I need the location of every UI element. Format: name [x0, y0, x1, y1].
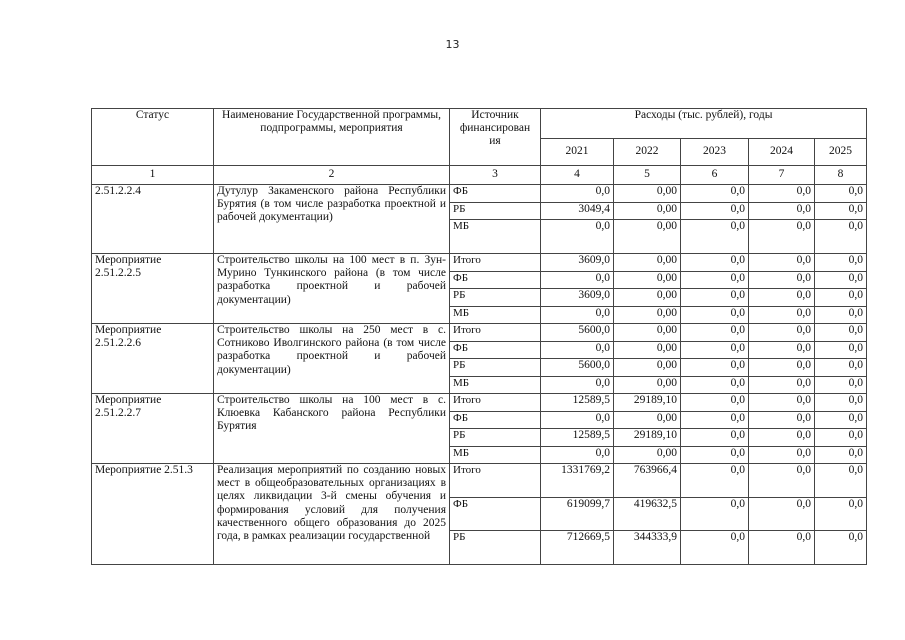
amount-cell: 0,0 — [681, 394, 749, 412]
funding-source-cell: Итого — [450, 324, 541, 342]
amount-cell: 29189,10 — [614, 429, 681, 447]
activity-name-cell: Строительство школы на 250 мест в с. Сотниково Иволгинского района (в том числе разработка проектной и рабочей документации) — [214, 324, 450, 394]
amount-cell: 0,00 — [614, 359, 681, 377]
activity-name-cell: Реализация мероприятий по созданию новых мест в общеобразовательных организациях в целях ликвидации 3-й смены обучения и формирования условий для получения качественного общего образования до 2025 года, в рамках реализации государственной — [214, 464, 450, 565]
table-row — [92, 394, 867, 412]
funding-source-cell: РБ — [450, 202, 541, 220]
amount-cell: 1331769,2 — [541, 464, 614, 498]
header-year: 2023 — [681, 139, 749, 166]
amount-cell: 0,0 — [681, 254, 749, 272]
amount-cell: 0,00 — [614, 271, 681, 289]
amount-cell: 0,0 — [749, 185, 815, 203]
amount-cell: 0,0 — [815, 376, 867, 394]
amount-cell: 0,0 — [541, 341, 614, 359]
amount-cell: 0,0 — [815, 271, 867, 289]
header-year: 2025 — [815, 139, 867, 166]
col-number: 7 — [749, 166, 815, 185]
col-number: 5 — [614, 166, 681, 185]
amount-cell: 0,0 — [815, 220, 867, 254]
funding-source-cell: РБ — [450, 289, 541, 307]
amount-cell: 0,0 — [749, 271, 815, 289]
amount-cell: 0,00 — [614, 376, 681, 394]
amount-cell: 344333,9 — [614, 531, 681, 565]
header-status: Статус — [92, 109, 214, 166]
amount-cell: 5600,0 — [541, 324, 614, 342]
funding-source-cell: ФБ — [450, 341, 541, 359]
funding-source-cell: МБ — [450, 376, 541, 394]
amount-cell: 0,0 — [815, 185, 867, 203]
table-row — [92, 185, 867, 203]
amount-cell: 0,0 — [749, 306, 815, 324]
header-expenses: Расходы (тыс. рублей), годы — [541, 109, 867, 139]
amount-cell: 0,0 — [749, 220, 815, 254]
col-number: 8 — [815, 166, 867, 185]
amount-cell: 0,0 — [815, 531, 867, 565]
activity-name-cell: Строительство школы на 100 мест в с. Клюевка Кабанского района Республики Бурятия — [214, 394, 450, 464]
amount-cell: 0,0 — [749, 429, 815, 447]
status-cell: Мероприятие 2.51.2.2.5 — [92, 254, 214, 324]
amount-cell: 0,0 — [541, 376, 614, 394]
header-source: Источник финансирован ия — [450, 109, 541, 166]
amount-cell: 0,0 — [815, 446, 867, 464]
funding-source-cell: Итого — [450, 394, 541, 412]
funding-source-cell: ФБ — [450, 271, 541, 289]
amount-cell: 0,0 — [681, 429, 749, 447]
activity-name-cell: Строительство школы на 100 мест в п. Зун-Мурино Тункинского района (в том числе разработка проектной и рабочей документации) — [214, 254, 450, 324]
status-cell: 2.51.2.2.4 — [92, 185, 214, 254]
activity-name-cell: Дутулур Закаменского района Республики Бурятия (в том числе разработка проектной и рабочей документации) — [214, 185, 450, 254]
amount-cell: 0,00 — [614, 324, 681, 342]
amount-cell: 0,00 — [614, 289, 681, 307]
amount-cell: 0,0 — [815, 202, 867, 220]
amount-cell: 0,0 — [749, 341, 815, 359]
header-year: 2021 — [541, 139, 614, 166]
amount-cell: 0,0 — [681, 376, 749, 394]
amount-cell: 0,0 — [815, 394, 867, 412]
amount-cell: 0,0 — [541, 220, 614, 254]
amount-cell: 0,0 — [749, 289, 815, 307]
amount-cell: 0,0 — [749, 359, 815, 377]
amount-cell: 419632,5 — [614, 497, 681, 531]
amount-cell: 0,0 — [749, 497, 815, 531]
budget-table — [91, 108, 867, 565]
amount-cell: 0,0 — [815, 429, 867, 447]
header-row — [92, 109, 867, 139]
amount-cell: 5600,0 — [541, 359, 614, 377]
amount-cell: 0,0 — [749, 324, 815, 342]
amount-cell: 0,0 — [749, 411, 815, 429]
amount-cell: 0,0 — [681, 341, 749, 359]
amount-cell: 3609,0 — [541, 254, 614, 272]
status-cell: Мероприятие 2.51.2.2.6 — [92, 324, 214, 394]
amount-cell: 0,0 — [681, 446, 749, 464]
amount-cell: 0,00 — [614, 185, 681, 203]
amount-cell: 0,0 — [681, 497, 749, 531]
table-row — [92, 464, 867, 498]
col-number: 2 — [214, 166, 450, 185]
amount-cell: 0,0 — [681, 185, 749, 203]
amount-cell: 29189,10 — [614, 394, 681, 412]
amount-cell: 0,0 — [815, 341, 867, 359]
amount-cell: 0,0 — [815, 254, 867, 272]
amount-cell: 12589,5 — [541, 394, 614, 412]
amount-cell: 0,00 — [614, 306, 681, 324]
table-row — [92, 254, 867, 272]
amount-cell: 0,00 — [614, 220, 681, 254]
page-number: 13 — [445, 38, 460, 51]
amount-cell: 0,0 — [749, 254, 815, 272]
amount-cell: 0,0 — [749, 394, 815, 412]
amount-cell: 0,0 — [815, 359, 867, 377]
amount-cell: 0,0 — [815, 306, 867, 324]
amount-cell: 0,0 — [541, 185, 614, 203]
table-row — [92, 324, 867, 342]
col-number: 4 — [541, 166, 614, 185]
amount-cell: 0,0 — [681, 271, 749, 289]
funding-source-cell: РБ — [450, 359, 541, 377]
funding-source-cell: Итого — [450, 254, 541, 272]
amount-cell: 12589,5 — [541, 429, 614, 447]
amount-cell: 712669,5 — [541, 531, 614, 565]
amount-cell: 0,0 — [815, 324, 867, 342]
amount-cell: 0,0 — [815, 497, 867, 531]
amount-cell: 0,0 — [749, 202, 815, 220]
funding-source-cell: МБ — [450, 446, 541, 464]
status-cell: Мероприятие 2.51.2.2.7 — [92, 394, 214, 464]
funding-source-cell: РБ — [450, 429, 541, 447]
amount-cell: 0,00 — [614, 341, 681, 359]
col-number: 3 — [450, 166, 541, 185]
amount-cell: 3609,0 — [541, 289, 614, 307]
header-year: 2022 — [614, 139, 681, 166]
funding-source-cell: ФБ — [450, 185, 541, 203]
amount-cell: 0,0 — [681, 531, 749, 565]
amount-cell: 0,0 — [681, 359, 749, 377]
amount-cell: 0,0 — [681, 220, 749, 254]
amount-cell: 0,0 — [681, 202, 749, 220]
amount-cell: 0,0 — [749, 376, 815, 394]
header-name: Наименование Государственной программы, подпрограммы, мероприятия — [214, 109, 450, 166]
amount-cell: 0,0 — [815, 464, 867, 498]
amount-cell: 0,0 — [681, 464, 749, 498]
amount-cell: 0,00 — [614, 446, 681, 464]
amount-cell: 763966,4 — [614, 464, 681, 498]
funding-source-cell: МБ — [450, 306, 541, 324]
amount-cell: 619099,7 — [541, 497, 614, 531]
amount-cell: 0,0 — [541, 446, 614, 464]
column-numbers-row — [92, 166, 867, 185]
funding-source-cell: РБ — [450, 531, 541, 565]
amount-cell: 0,0 — [749, 531, 815, 565]
amount-cell: 0,0 — [815, 289, 867, 307]
amount-cell: 0,0 — [541, 271, 614, 289]
amount-cell: 0,0 — [541, 411, 614, 429]
funding-source-cell: ФБ — [450, 497, 541, 531]
amount-cell: 0,00 — [614, 254, 681, 272]
amount-cell: 0,0 — [681, 306, 749, 324]
amount-cell: 0,0 — [749, 464, 815, 498]
amount-cell: 0,0 — [681, 289, 749, 307]
col-number: 6 — [681, 166, 749, 185]
amount-cell: 3049,4 — [541, 202, 614, 220]
amount-cell: 0,00 — [614, 411, 681, 429]
amount-cell: 0,0 — [541, 306, 614, 324]
header-year: 2024 — [749, 139, 815, 166]
col-number: 1 — [92, 166, 214, 185]
amount-cell: 0,0 — [749, 446, 815, 464]
status-cell: Мероприятие 2.51.3 — [92, 464, 214, 565]
funding-source-cell: МБ — [450, 220, 541, 254]
funding-source-cell: Итого — [450, 464, 541, 498]
funding-source-cell: ФБ — [450, 411, 541, 429]
amount-cell: 0,0 — [815, 411, 867, 429]
amount-cell: 0,0 — [681, 324, 749, 342]
amount-cell: 0,0 — [681, 411, 749, 429]
amount-cell: 0,00 — [614, 202, 681, 220]
